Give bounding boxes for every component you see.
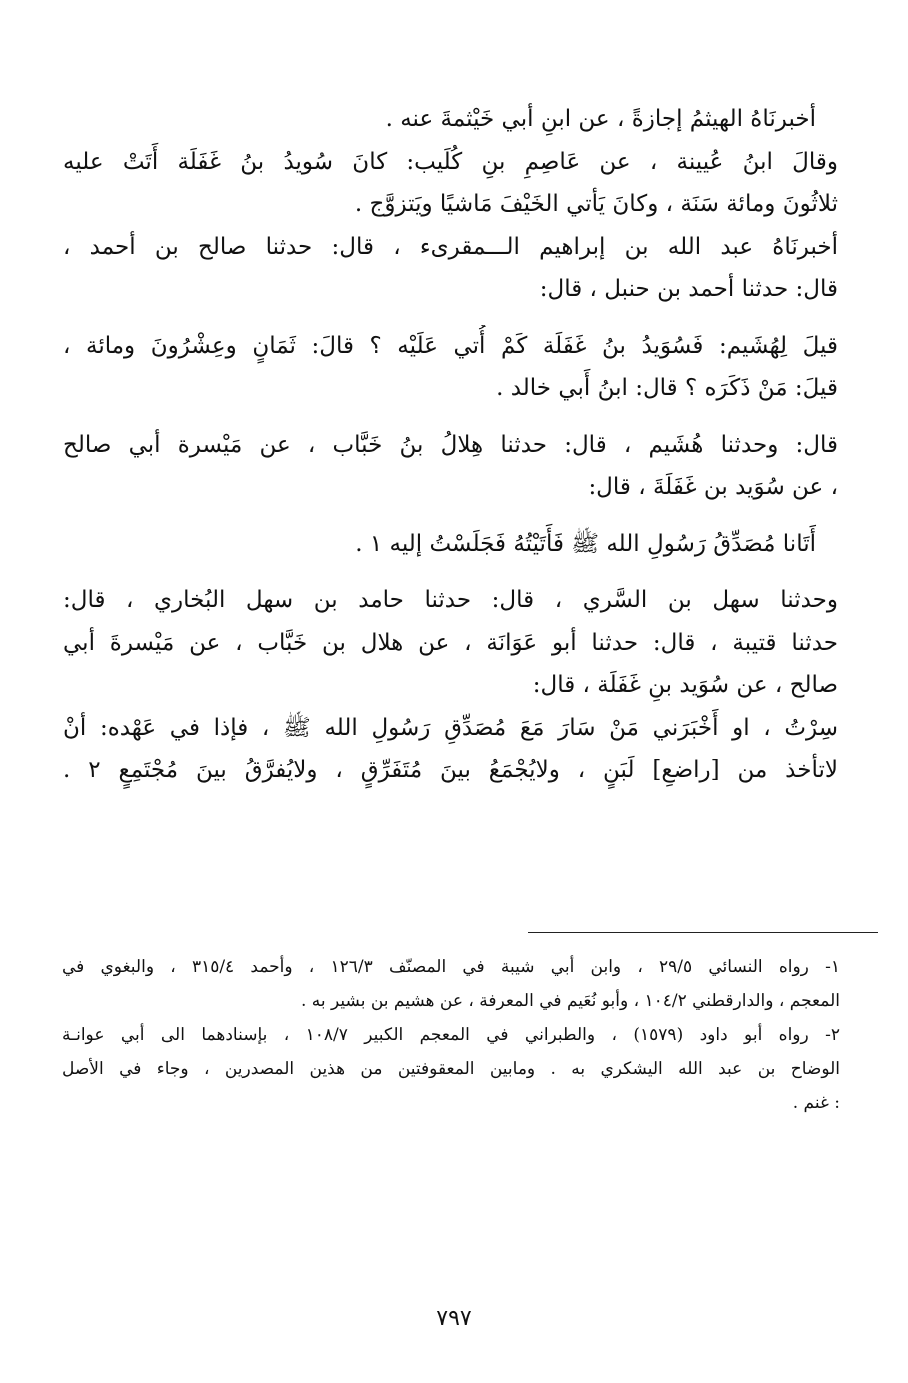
footnote-line: المعجم ، والدارقطني ١٠٤/٢ ، وأبو نُعَيم في المعرفة ، عن هشيم بن بشير به . <box>300 991 840 1011</box>
text-line: ، عن سُوَيد بن غَفَلَةَ ، قال: <box>588 474 838 500</box>
footnote-line: الوضاح بن عبد الله اليشكري به . ومابين المعقوفتين من هذين المصدرين ، وجاء في الأصل <box>62 1059 840 1079</box>
text-line: أخبرنَاهُ الهيثمُ إجازةً ، عن ابنِ أبي خَيْثمةَ عنه . <box>385 106 816 132</box>
text-line: صالح ، عن سُوَيد بنِ غَفَلَة ، قال: <box>532 672 838 698</box>
footnote-line: : غنم . <box>792 1093 840 1113</box>
footnote-line: ١- رواه النسائي ٢٩/٥ ، وابن أبي شيبة في المصنّف ١٢٦/٣ ، وأحمد ٣١٥/٤ ، والبغوي في <box>62 957 840 977</box>
footnotes <box>62 950 840 1120</box>
text-line: أخبرنَاهُ عبد الله بن إبراهيم الـــمقرىء ، قال: حدثنا صالح بن أحمد ، <box>63 233 838 260</box>
text-line: ثلاثُونَ ومائة سَنَة ، وكانَ يَأتي الخَيْفَ مَاشيًا ويَتزوَّج . <box>354 191 838 217</box>
text-line: وحدثنا سهل بن السَّري ، قال: حدثنا حامد بن سهل البُخاري ، قال: <box>63 587 838 613</box>
text-line: سِرْتُ ، او أَخْبَرَني مَنْ سَارَ مَعَ مُصَدِّقِ رَسُولِ الله ﷺ ، فإذا في عَهْده: أنْ <box>63 714 838 741</box>
text-line: قال: وحدثنا هُشَيم ، قال: حدثنا هِلالُ بنُ خَبَّاب ، عن مَيْسرة أبي صالح <box>63 431 838 458</box>
main-text <box>63 98 838 792</box>
text-line: قيلَ لِهُشَيم: فَسُوَيدُ بنُ غَفَلَة كَمْ أُتي عَلَيْه ؟ قالَ: ثَمَانٍ وعِشْرُونَ ومائة ، <box>63 332 838 359</box>
footnote-line: ٢- رواه أبو داود (١٥٧٩) ، والطبراني في المعجم الكبير ١٠٨/٧ ، بإسنادهما الى أبي عوانـة <box>62 1025 840 1045</box>
text-line: وقالَ ابنُ عُيينة ، عن عَاصِمِ بنِ كُلَيب: كانَ سُويدُ بنُ غَفَلَة أَتَتْ عليه <box>63 148 838 175</box>
text-line: حدثنا قتيبة ، قال: حدثنا أبو عَوَانَة ، عن هلال بن خَبَّاب ، عن مَيْسرةَ أبي <box>63 629 838 656</box>
text-line: أَتَانا مُصَدِّقُ رَسُولِ الله ﷺ فَأَتَيْتُهُ فَجَلَسْتُ إليه ١ . <box>355 530 816 557</box>
footnote-separator <box>528 932 878 933</box>
text-line: لاتأخذ من [راضعِ] لَبَنٍ ، ولايُجْمَعُ بينَ مُتَفَرِّقٍ ، ولايُفرَّقُ بينَ مُجْتَمِعٍ ٢ . <box>63 757 838 783</box>
text-line: قال: حدثنا أحمد بن حنبل ، قال: <box>539 276 838 302</box>
page-number: ٧٩٧ <box>436 1306 472 1331</box>
text-line: قيلَ: مَنْ ذَكَرَه ؟ قال: ابنُ أَبي خالد . <box>496 375 838 401</box>
